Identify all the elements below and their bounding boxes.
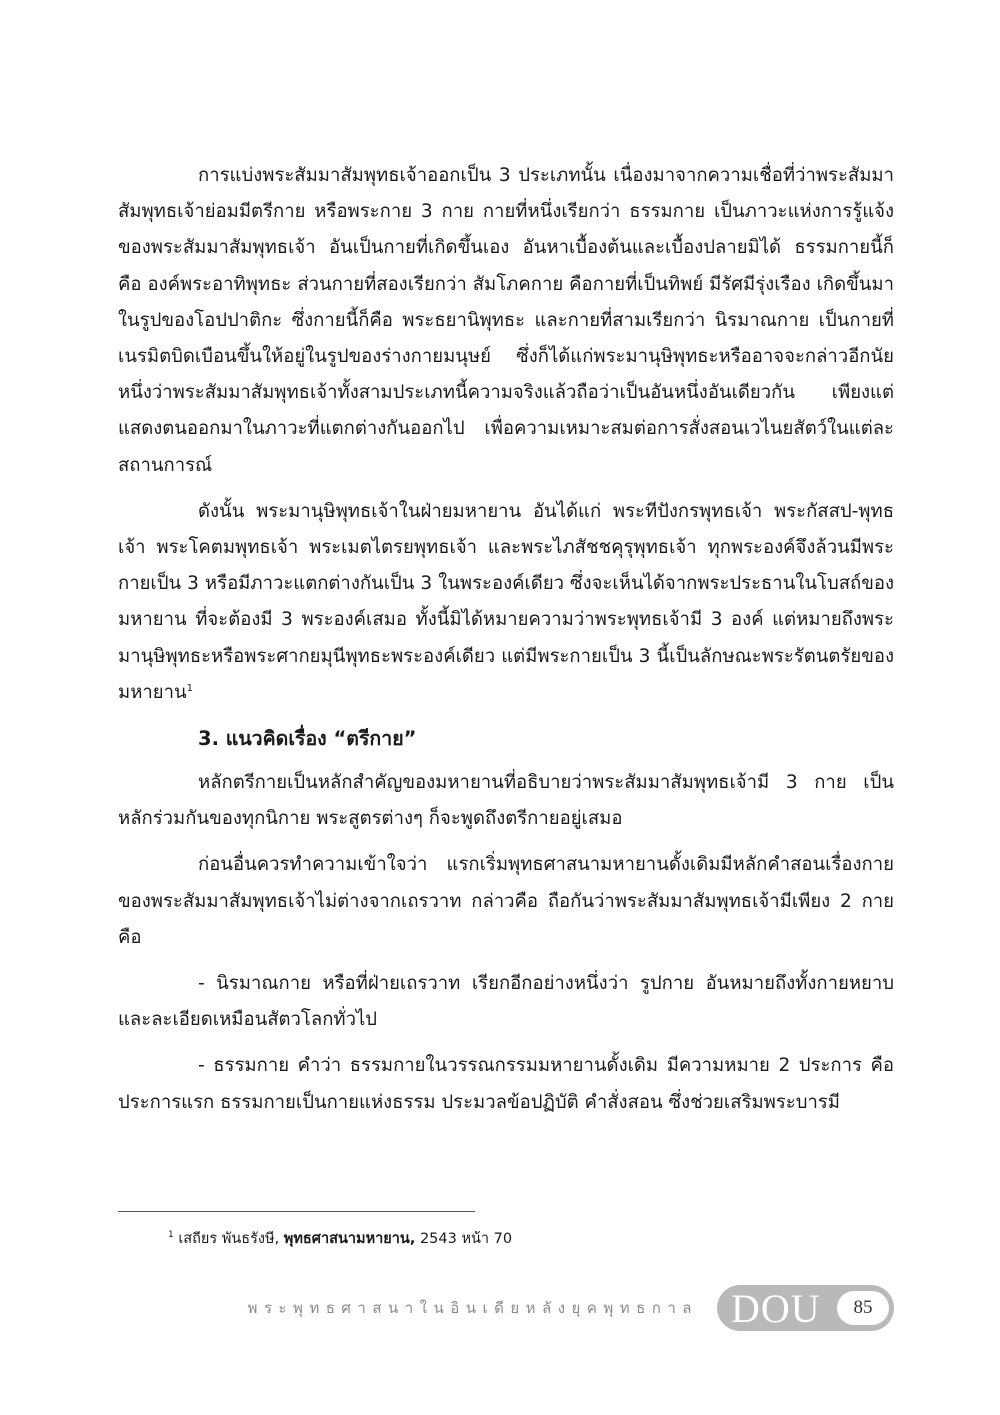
footnote-author: เสถียร พันธรังษี, — [178, 1231, 280, 1247]
footnote-divider — [118, 1211, 475, 1212]
dou-logo-text: DOU — [731, 1286, 821, 1331]
list-item-nirmanakaya: - นิรมาณกาย หรือที่ฝ่ายเถรวาท เรียกอีกอย่างหนึ่งว่า รูปกาย อันหมายถึงทั้งกายหยาบและละเอียดเหมือนสัตวโลกทั่วไป — [118, 973, 894, 1031]
paragraph-manushi-buddhas — [118, 494, 894, 711]
paragraph-early-mahayana: ก่อนอื่นควรทำความเข้าใจว่า แรกเริ่มพุทธศาสนามหายานดั้งเดิมมีหลักคำสอนเรื่องกายของพระสัมมาสัมพุทธเจ้าไม่ต่างจากเถรวาท กล่าวคือ ถือกันว่าพระสัมมาสัมพุทธเจ้ามีเพียง 2 กาย คือ — [118, 854, 894, 948]
footnote-ref[interactable]: 1 — [186, 682, 194, 694]
page-number: 85 — [837, 1291, 889, 1325]
paragraph-trikaya-origin: การแบ่งพระสัมมาสัมพุทธเจ้าออกเป็น 3 ประเภทนั้น เนื่องมาจากความเชื่อที่ว่าพระสัมมาสัมพุทธเจ้าย่อมมีตรีกาย หรือพระกาย 3 กาย กายที่หนึ่งเรียกว่า ธรรมกาย เป็นภาวะแห่งการรู้แจ้งของพระสัมมาสัมพุทธเจ้า อันเป็นกายที่เกิดขึ้นเอง อันหาเบื้องต้นและเบื้องปลายมิได้ ธรรมกายนี้ก็คือ องค์พระอาทิพุทธะ ส่วนกายที่สองเรียกว่า สัมโภคกาย คือกายที่เป็นทิพย์ มีรัศมีรุ่งเรือง เกิดขึ้นมาในรูปของโอปปาติกะ ซึ่งกายนี้ก็คือ พระธยานิพุทธะ และกายที่สามเรียกว่า นิรมาณกาย เป็นกายที่เนรมิตบิดเบือนขึ้นให้อยู่ในรูปของร่างกายมนุษย์ ซึ่งก็ได้แก่พระมานุษิพุทธะหรืออาจจะกล่าวอีกนัยหนึ่งว่าพระสัมมาสัมพุทธเจ้าทั้งสามประเภทนี้ความจริงแล้วถือว่าเป็นอันหนึ่งอันเดียวกัน เพียงแต่แสดงตนออกมาในภาวะที่แตกต่างกันออกไป เพื่อความเหมาะสมต่อการสั่งสอนเวไนยสัตว์ในแต่ละสถานการณ์ — [118, 165, 894, 476]
footnote-detail: 2543 หน้า 70 — [419, 1231, 513, 1247]
footnote — [168, 1228, 512, 1250]
page-body — [118, 158, 894, 1131]
footnote-title: พุทธศาสนามหายาน, — [283, 1231, 416, 1247]
paragraph-trikaya-principle: หลักตรีกายเป็นหลักสำคัญของมหายานที่อธิบายว่าพระสัมมาสัมพุทธเจ้ามี 3 กาย เป็นหลักร่วมกันของทุกนิกาย พระสูตรต่างๆ ก็จะพูดถึงตรีกายอยู่เสมอ — [118, 772, 894, 830]
paragraph-text: ดังนั้น พระมานุษิพุทธเจ้าในฝ่ายมหายาน อันได้แก่ พระทีปังกรพุทธเจ้า พระกัสสป-พุทธเจ้า พระโคตมพุทธเจ้า พระเมตไตรยพุทธเจ้า และพระไภสัชชคุรุพุทธเจ้า ทุกพระองค์จึงล้วนมีพระกายเป็น 3 หรือมีภาวะแตกต่างกันเป็น 3 ในพระองค์เดียว ซึ่งจะเห็นได้จากพระประธานในโบสถ์ของมหายาน ที่จะต้องมี 3 พระองค์เสมอ ทั้งนี้มิได้หมายความว่าพระพุทธเจ้ามี 3 องค์ แต่หมายถึงพระมานุษิพุทธะหรือพระศากยมุนีพุทธะพระองค์เดียว แต่มีพระกายเป็น 3 นี้เป็นลักษณะพระรัตนตรัยของมหายาน — [118, 500, 894, 703]
footnote-mark: 1 — [168, 1230, 174, 1241]
list-item-dharmakaya: - ธรรมกาย คำว่า ธรรมกายในวรรณกรรมมหายานดั้งเดิม มีความหมาย 2 ประการ คือ ประการแรก ธรรมกายเป็นกายแห่งธรรม ประมวลข้อปฏิบัติ คำสั่งสอน ซึ่งช่วยเสริมพระบารมี — [118, 1055, 894, 1113]
dou-badge — [717, 1285, 894, 1331]
section-heading: 3. แนวคิดเรื่อง “ตรีกาย” — [198, 727, 417, 751]
running-title: พระพุทธศาสนาในอินเดียหลังยุคพุทธกาล — [247, 1299, 698, 1317]
